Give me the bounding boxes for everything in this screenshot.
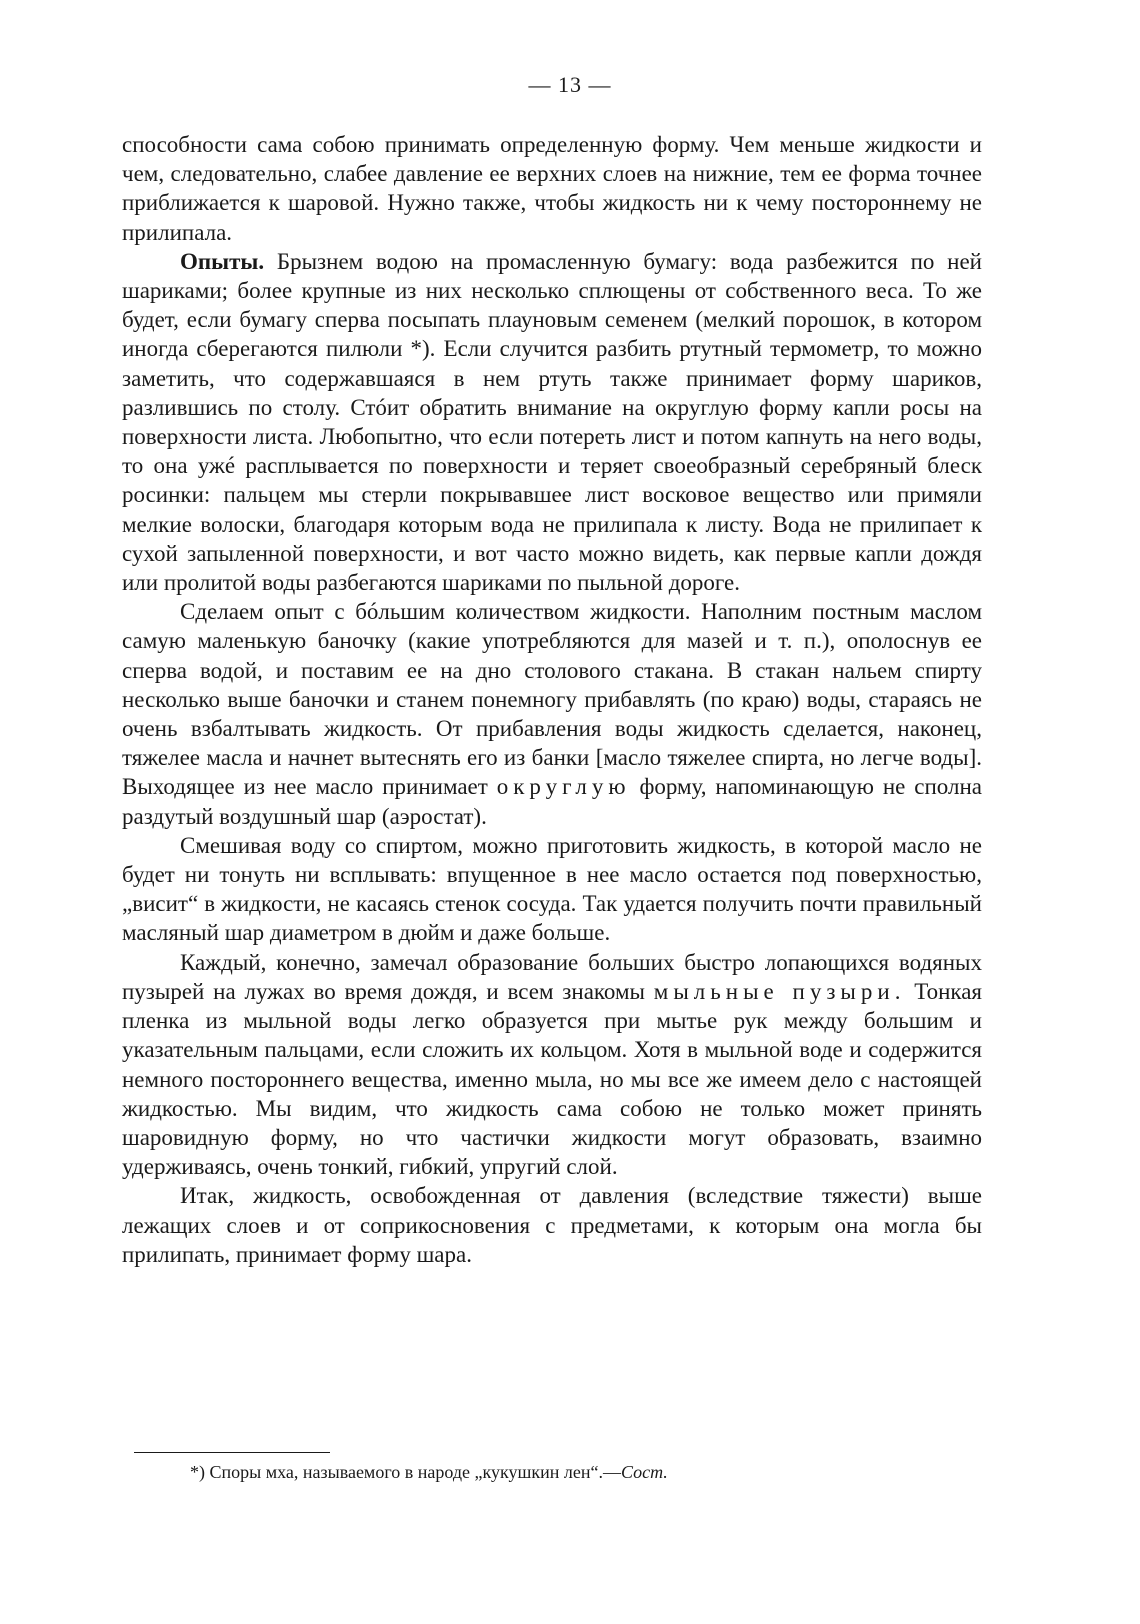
footnote-divider <box>134 1452 330 1453</box>
paragraph-experiments <box>122 247 982 597</box>
paragraph-lead-experiments: Опыты. <box>180 248 265 274</box>
paragraph-soap-bubbles <box>122 948 982 1182</box>
paragraph-text: Каждый, конечно, замечал образование больших быстро лопающихся водяных пузырей на лужах во время дождя, и всем знакомы <box>122 949 982 1004</box>
paragraph-text: Тонкая пленка из мыльной воды легко образуется при мытье рук между большим и указательным пальцами, если сложить их кольцом. Хотя в мыльной воде и содержится немного постороннего вещества, именно мыла, но мы все же имеем дело с настоящей жидкостью. Мы видим, что жидкость сама собою не только может принять шаровидную форму, но что частички жидкости могут образовать, взаимно удерживаясь, очень тонкий, гибкий, упругий слой. <box>122 978 982 1180</box>
paragraph-text: Сделаем опыт с бóльшим количеством жидкости. Наполним постным маслом самую маленькую баночку (какие употребляются для мазей и т. п.), ополоснув ее сперва водой, и поставим ее на дно столового стакана. В стакан нальем спирту несколько выше баночки и станем понемногу прибавлять (по краю) воды, стараясь не очень взбалтывать жидкость. От прибавления воды жидкость сделается, наконец, тяжелее масла и начнет вытеснять его из банки [масло тяжелее спирта, но легче воды]. Выходящее из нее масло принимает <box>122 599 982 800</box>
paragraph-text: Брызнем водою на промасленную бумагу: вода разбежится по ней шариками; более крупные из них несколько сплющены от собственного веса. То же будет, если бумагу сперва посыпать плауновым семенем (мелкий порошок, в котором иногда сберегаются пилюли *). Если случится разбить ртутный термометр, то можно заметить, что содержавшаяся в нем ртуть также принимает форму шариков, разлившись по столу. Стóит обратить внимание на округлую форму капли росы на поверхности листа. Любопытно, что если потереть лист и потом капнуть на него воды, то она ужé расплывается по поверхности и теряет своеобразный серебряный блеск росинки: пальцем мы стерли покрывавшее лист восковое вещество или примяли мелкие волоски, благодаря которым вода не прилипала к листу. Вода не прилипает к сухой запыленной поверхности, и вот часто можно видеть, как первые капли дождя или пролитой воды разбегаются шариками по пыльной дороге. <box>122 248 982 596</box>
paragraph-continuation: способности сама собою принимать определенную форму. Чем меньше жидкости и чем, следовательно, слабее давление ее верхних слоев на нижние, тем ее форма точнее приближается к шаровой. Нужно также, чтобы жидкость ни к чему постороннему не прилипала. <box>122 132 982 245</box>
paragraph-text: форму, напоминающую не сполна раздутый воздушный шар (аэростат). <box>122 774 982 829</box>
footnote <box>190 1460 970 1484</box>
page-number: — 13 — <box>528 72 612 97</box>
emphasis-rounded: округлую <box>496 774 631 800</box>
paragraph-oil-ball: Смешивая воду со спиртом, можно приготовить жидкость, в которой масло не будет ни тонуть ни всплывать: впущенное в нее масло остается под поверхностью, „висит“ в жидкости, не касаясь стенок сосуда. Так удается получить почти правильный масляный шар диаметром в дюйм и даже больше. <box>122 832 982 946</box>
emphasis-soap-bubbles: мыльные пузыри. <box>653 978 906 1004</box>
paragraph-conclusion: Итак, жидкость, освобожденная от давления (вследствие тяжести) выше лежащих слоев и от соприкосновения с предметами, к которым она могла бы прилипать, принимает форму шара. <box>122 1183 982 1267</box>
footnote-text: *) Споры мха, называемого в народе „кукушкин лен“.— <box>190 1462 621 1482</box>
body-text <box>122 130 982 1269</box>
footnote-source: Сост. <box>620 1462 668 1482</box>
paragraph-oil-experiment <box>122 597 982 831</box>
